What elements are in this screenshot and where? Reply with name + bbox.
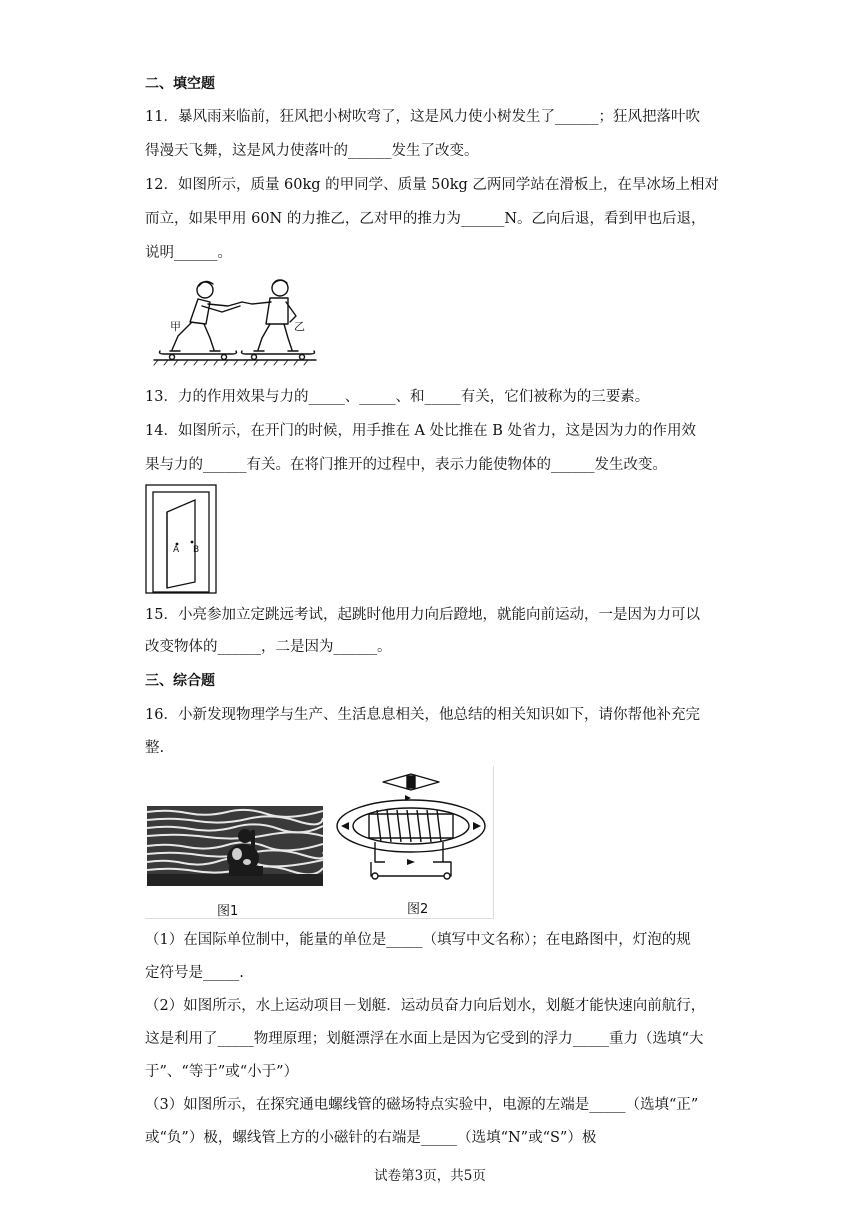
door-figure [145,484,217,594]
question-13-line-1: 13．力的作用效果与力的_____、_____、和_____有关，它们被称为的三要素。 [145,389,650,405]
question-14-line-2: 果与力的______有关。在将门推开的过程中，表示力能使物体的______发生改变。 [145,457,667,473]
section-heading-comprehensive: 三、综合题 [145,673,215,689]
question-15-line-2: 改变物体的______，二是因为______。 [145,639,392,655]
question-16-line-1: 16．小新发现物理学与生产、生活息息相关，他总结的相关知识如下，请你帮他补充完 [145,707,700,723]
question-16-part-3-line-2: 或“负”）极，螺线管上方的小磁针的右端是_____（选填“N”或“S”）极 [145,1130,597,1146]
question-16-part-2-line-2: 这是利用了_____物理原理；划艇漂浮在水面上是因为它受到的浮力_____重力（选填“大 [145,1031,704,1047]
question-16-part-1-line-2: 定符号是_____. [145,965,244,981]
figure-label-yi: 乙 [294,320,305,333]
figure-label-jia: 甲 [170,320,181,333]
door-label-a: A [173,545,180,555]
figure-2-caption: 图2 [407,902,429,917]
question-16-line-2: 整. [145,740,165,756]
question-16-part-1-line-1: （1）在国际单位制中，能量的单位是_____（填写中文名称）；在电路图中，灯泡的规 [145,932,691,948]
section-heading-fill-blank: 二、填空题 [145,76,215,92]
question-12-line-3: 说明______。 [145,245,232,261]
solenoid-circuit-figure [331,770,491,890]
question-16-part-3-line-1: （3）如图所示，在探究通电螺线管的磁场特点实验中，电源的左端是_____（选填“正” [145,1097,699,1113]
skateboard-push-figure [150,272,320,366]
question-16-part-2-line-1: （2）如图所示，水上运动项目－划艇．运动员奋力向后划水，划艇才能快速向前航行， [145,998,706,1014]
figure-1-caption: 图1 [217,904,239,919]
question-12-line-2: 而立，如果甲用 60N 的力推乙，乙对甲的推力为______N。乙向后退，看到甲也后退， [145,211,706,227]
question-16-part-2-line-3: 于”、“等于”或“小于”） [145,1064,299,1080]
question-11-line-2: 得漫天飞舞，这是风力使落叶的______发生了改变。 [145,143,479,159]
rowing-photo [147,806,323,886]
question-15-line-1: 15．小亮参加立定跳远考试，起跳时他用力向后蹬地，就能向前运动，一是因为力可以 [145,607,700,623]
page-footer: 试卷第3页，共5页 [374,1168,486,1184]
question-12-line-1: 12．如图所示，质量 60kg 的甲同学、质量 50kg 乙两同学站在滑板上，在旱冰场上相对 [145,177,719,193]
door-label-b: B [193,545,200,555]
question-14-line-1: 14．如图所示，在开门的时候，用手推在 A 处比推在 B 处省力，这是因为力的作用效 [145,423,697,439]
question-11-line-1: 11．暴风雨来临前，狂风把小树吹弯了，这是风力使小树发生了______；狂风把落叶吹 [145,109,700,125]
q16-figures-panel [145,766,494,919]
